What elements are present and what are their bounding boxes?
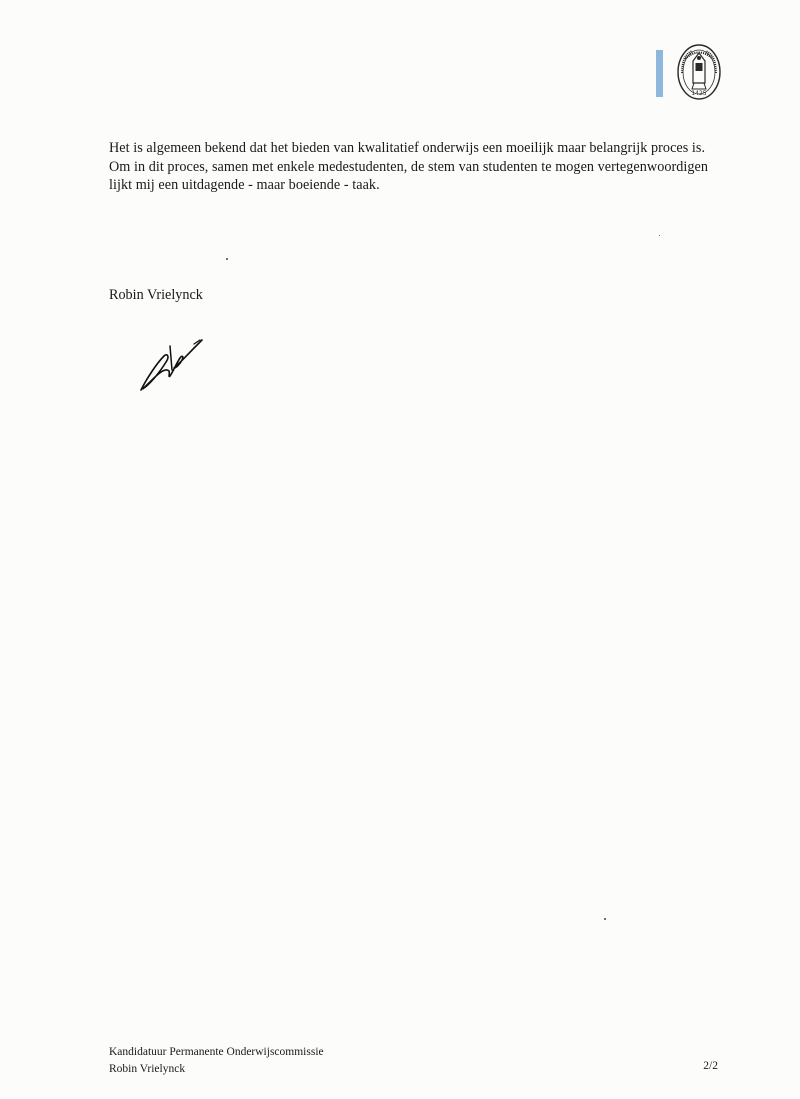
scan-speck [659,235,660,236]
university-seal-icon [676,43,722,101]
footer-title: Kandidatuur Permanente Onderwijscommissie [109,1046,324,1058]
page-number: 2/2 [703,1060,718,1072]
letter-paragraph: Het is algemeen bekend dat het bieden van kwalitatief onderwijs een moeilijk maar belangrijk proces is. Om in dit proces, samen met enkele medestudenten, de stem van studenten te mogen vertegenwoordigen lijkt mij een uitdagende - maar boeiende - taak. [109,140,709,193]
handwritten-signature [136,334,206,394]
footer-author: Robin Vrielynck [109,1062,186,1075]
page-footer [109,1044,324,1077]
signer-name: Robin Vrielynck [109,287,203,303]
seal-year: 1425 [691,90,707,97]
header-accent-bar [656,50,663,97]
scan-speck [226,258,228,260]
scan-speck [604,918,606,920]
